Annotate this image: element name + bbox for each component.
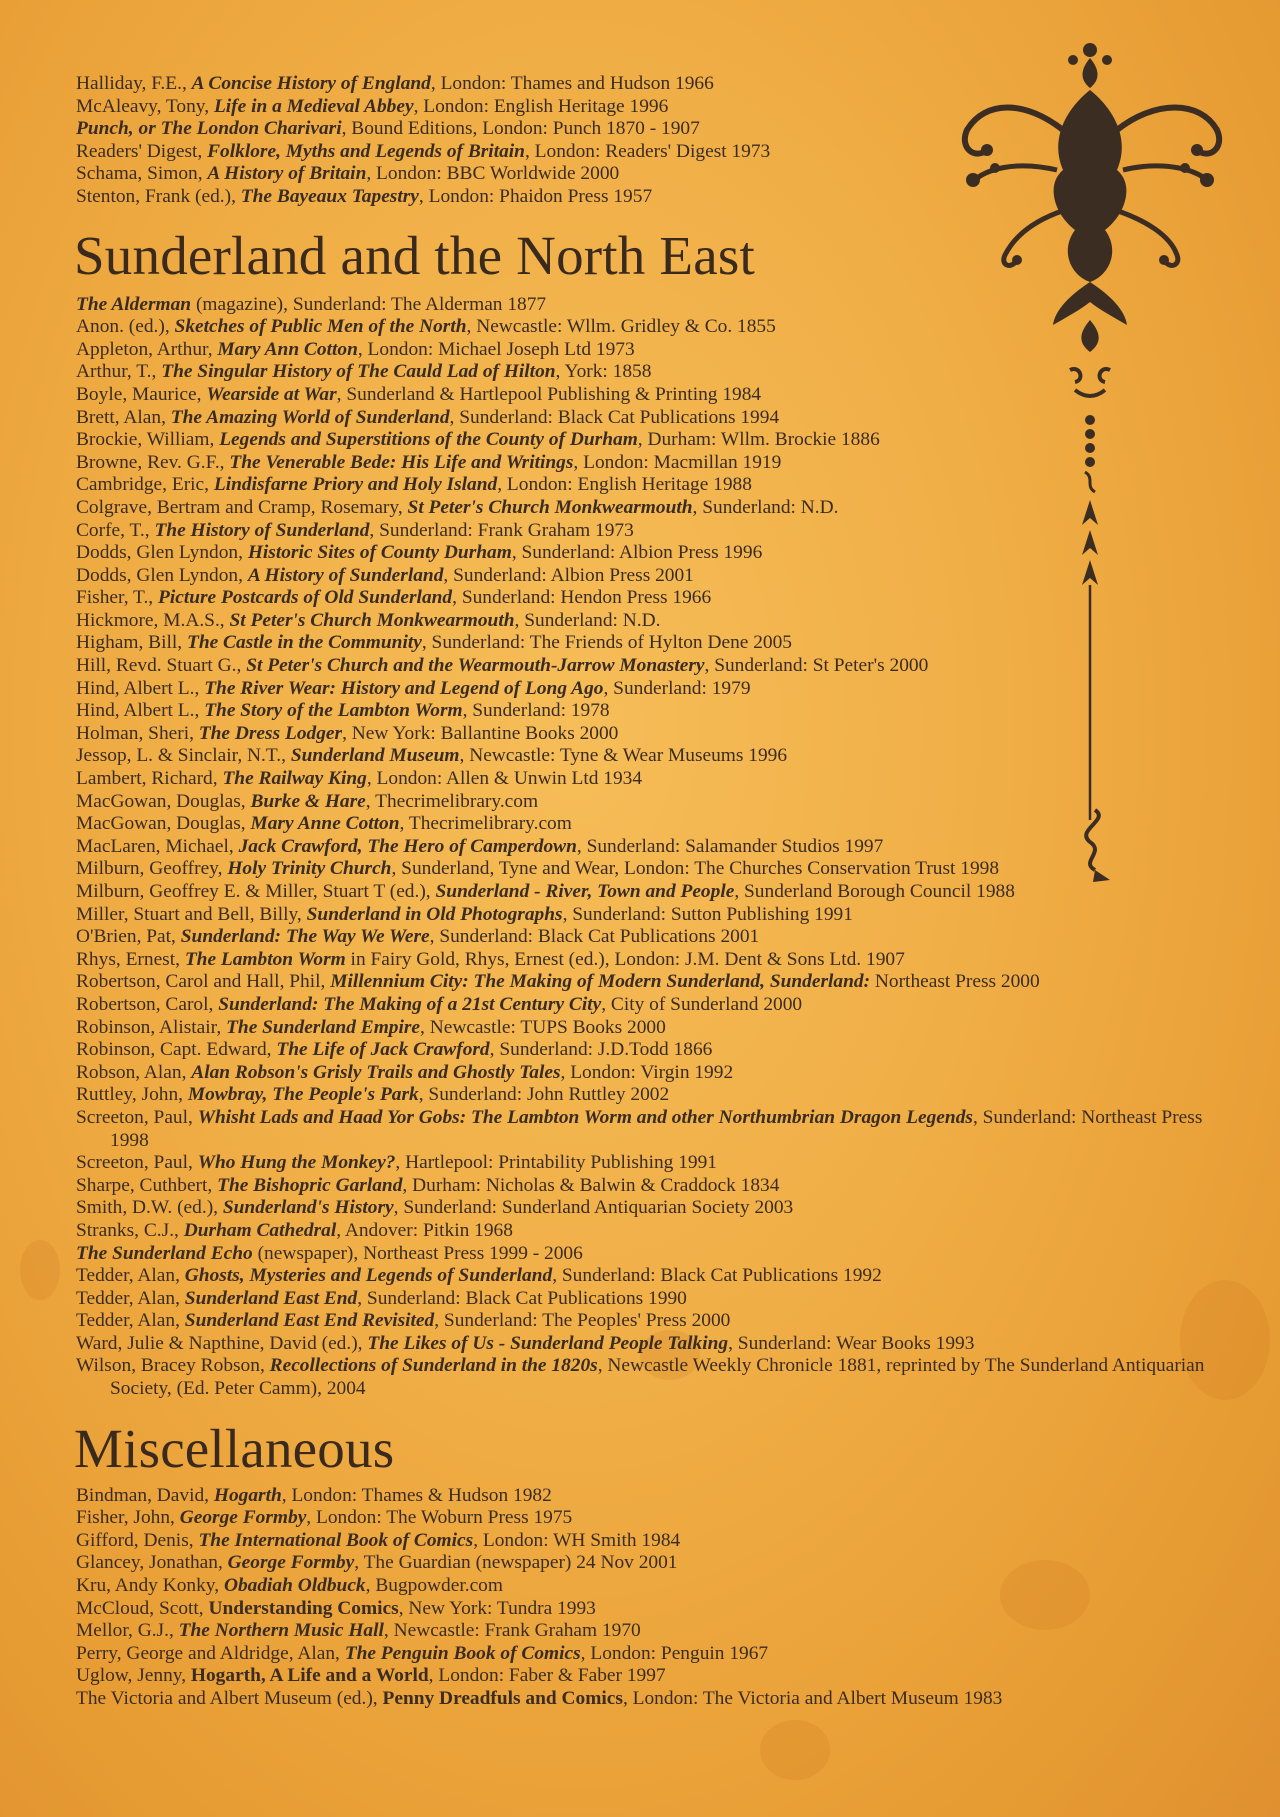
reference-author: Wilson, Bracey Robson, bbox=[76, 1355, 270, 1377]
reference-publication: (newspaper), Northeast Press 1999 - 2006 bbox=[252, 1242, 583, 1264]
reference-publication: , Sunderland: Black Cat Publications 1994 bbox=[449, 406, 780, 428]
reference-title: Mary Ann Cotton bbox=[217, 338, 358, 360]
reference-author: MacLaren, Michael, bbox=[76, 835, 239, 857]
reference-author: Kru, Andy Konky, bbox=[76, 1575, 224, 1597]
reference-entry bbox=[76, 836, 1236, 859]
reference-publication: , London: BBC Worldwide 2000 bbox=[366, 163, 620, 185]
reference-author: Stenton, Frank (ed.), bbox=[76, 185, 241, 207]
reference-entry bbox=[76, 1333, 1236, 1356]
reference-title: The Sunderland Echo bbox=[76, 1242, 253, 1264]
reference-title: A History of Sunderland bbox=[247, 564, 444, 586]
reference-publication: , Sunderland: Sunderland Antiquarian Society 2003 bbox=[393, 1197, 794, 1219]
reference-author: Screeton, Paul, bbox=[76, 1106, 198, 1128]
reference-title: A Concise History of England bbox=[191, 73, 431, 94]
reference-entry bbox=[76, 1485, 1236, 1508]
reference-entry bbox=[76, 429, 1236, 452]
reference-publication: , Sunderland: J.D.Todd 1866 bbox=[489, 1039, 713, 1061]
reference-entry bbox=[76, 745, 1236, 768]
reference-title: Hogarth, A Life and a World bbox=[190, 1665, 429, 1687]
reference-entry bbox=[76, 881, 1236, 904]
reference-author: Screeton, Paul, bbox=[76, 1152, 198, 1174]
reference-title: St Peter's Church and the Wearmouth-Jarrow Monastery bbox=[246, 655, 705, 677]
reference-author: Corfe, T., bbox=[76, 519, 155, 541]
reference-entry bbox=[76, 542, 1236, 565]
reference-title: Ghosts, Mysteries and Legends of Sunderland bbox=[184, 1265, 553, 1287]
reference-entry bbox=[76, 384, 1236, 407]
reference-entry bbox=[76, 632, 1236, 655]
reference-title: Sunderland's History bbox=[222, 1197, 394, 1219]
reference-publication: , Sunderland: Black Cat Publications 2001 bbox=[429, 926, 760, 948]
reference-title: Mowbray, The People's Park bbox=[187, 1084, 419, 1106]
reference-publication: Northeast Press 2000 bbox=[870, 971, 1040, 993]
reference-author: Appleton, Arthur, bbox=[76, 338, 218, 360]
reference-publication: , Newcastle Weekly Chronicle 1881, reprinted by The Sunderland Antiquarian Society, (Ed. Peter Camm), 2004 bbox=[110, 1355, 1205, 1400]
reference-publication: , London: Virgin 1992 bbox=[560, 1061, 734, 1083]
reference-entry bbox=[76, 1620, 1236, 1643]
reference-entry bbox=[76, 294, 1236, 317]
reference-author: Rhys, Ernest, bbox=[76, 948, 185, 970]
reference-publication: , London: Readers' Digest 1973 bbox=[524, 140, 771, 162]
general-reference-list bbox=[76, 73, 1236, 209]
reference-author: Perry, George and Aldridge, Alan, bbox=[76, 1642, 345, 1664]
reference-author: Robertson, Carol, bbox=[76, 993, 219, 1015]
reference-publication: , London: Allen & Unwin Ltd 1934 bbox=[366, 768, 643, 790]
reference-entry bbox=[76, 1265, 1236, 1288]
reference-author: Miller, Stuart and Bell, Billy, bbox=[76, 903, 307, 925]
reference-publication: , London: Penguin 1967 bbox=[580, 1642, 769, 1664]
reference-title: The Northern Music Hall bbox=[178, 1620, 384, 1642]
reference-entry bbox=[76, 1507, 1236, 1530]
reference-entry bbox=[76, 316, 1236, 339]
reference-title: Jack Crawford, The Hero of Camperdown bbox=[238, 835, 577, 857]
reference-entry bbox=[76, 904, 1236, 927]
reference-title: The Singular History of The Cauld Lad of Hilton bbox=[161, 361, 556, 383]
reference-author: McAleavy, Tony, bbox=[76, 95, 214, 117]
reference-entry bbox=[76, 858, 1236, 881]
reference-author: Boyle, Maurice, bbox=[76, 383, 207, 405]
reference-author: Gifford, Denis, bbox=[76, 1529, 199, 1551]
reference-author: Uglow, Jenny, bbox=[76, 1665, 191, 1687]
reference-author: Sharpe, Cuthbert, bbox=[76, 1174, 218, 1196]
reference-author: Anon. (ed.), bbox=[76, 316, 175, 338]
reference-title: Punch, or The London Charivari bbox=[76, 118, 342, 140]
reference-title: Durham Cathedral bbox=[183, 1219, 337, 1241]
reference-publication: , Thecrimelibrary.com bbox=[365, 790, 539, 812]
reference-entry bbox=[76, 768, 1236, 791]
reference-entry bbox=[76, 678, 1236, 701]
reference-entry bbox=[76, 813, 1236, 836]
reference-title: The Penguin Book of Comics bbox=[344, 1642, 581, 1664]
reference-publication: , London: Michael Joseph Ltd 1973 bbox=[357, 338, 635, 360]
reference-publication: , Andover: Pitkin 1968 bbox=[336, 1219, 513, 1241]
reference-entry bbox=[76, 1310, 1236, 1333]
reference-title: George Formby bbox=[179, 1507, 307, 1529]
reference-publication: , Sunderland: Salamander Studios 1997 bbox=[576, 835, 884, 857]
reference-entry bbox=[76, 971, 1236, 994]
reference-title: Sunderland: The Way We Were bbox=[180, 926, 430, 948]
reference-entry bbox=[76, 1355, 1236, 1400]
reference-author: Browne, Rev. G.F., bbox=[76, 451, 230, 473]
section-heading-miscellaneous: Miscellaneous bbox=[74, 1417, 395, 1479]
section-heading-sunderland: Sunderland and the North East bbox=[74, 224, 755, 286]
reference-entry bbox=[76, 361, 1236, 384]
reference-title: Life in a Medieval Abbey bbox=[213, 95, 414, 117]
reference-publication: , Sunderland: The Peoples' Press 2000 bbox=[434, 1310, 731, 1332]
reference-entry bbox=[76, 1107, 1236, 1152]
reference-publication: , City of Sunderland 2000 bbox=[601, 993, 803, 1015]
reference-author: Stranks, C.J., bbox=[76, 1219, 184, 1241]
reference-publication: , Sunderland & Hartlepool Publishing & Printing 1984 bbox=[336, 383, 762, 405]
reference-entry bbox=[76, 497, 1236, 520]
reference-entry bbox=[76, 1062, 1236, 1085]
reference-publication: , Newcastle: Frank Graham 1970 bbox=[383, 1620, 641, 1642]
reference-title: Picture Postcards of Old Sunderland bbox=[158, 587, 453, 609]
reference-publication: , Newcastle: Wllm. Gridley & Co. 1855 bbox=[466, 316, 776, 338]
reference-publication: , Sunderland: N.D. bbox=[692, 496, 839, 518]
stain bbox=[760, 1720, 830, 1780]
reference-title: The History of Sunderland bbox=[154, 519, 370, 541]
reference-title: Lindisfarne Priory and Holy Island bbox=[213, 474, 498, 496]
sunderland-reference-list bbox=[76, 294, 1236, 1401]
reference-entry bbox=[76, 1084, 1236, 1107]
reference-publication: , London: Thames & Hudson 1982 bbox=[281, 1484, 552, 1506]
reference-publication: , Durham: Wllm. Brockie 1886 bbox=[637, 429, 880, 451]
reference-title: The Bishopric Garland bbox=[217, 1174, 403, 1196]
reference-title: The Castle in the Community bbox=[186, 632, 422, 654]
reference-publication: , London: The Victoria and Albert Museum 1983 bbox=[622, 1688, 1003, 1709]
reference-title: Penny Dreadfuls and Comics bbox=[382, 1688, 623, 1709]
reference-title: Obadiah Oldbuck bbox=[223, 1575, 366, 1597]
reference-entry bbox=[76, 700, 1236, 723]
reference-title: The Amazing World of Sunderland bbox=[170, 406, 450, 428]
reference-entry bbox=[76, 565, 1236, 588]
reference-entry bbox=[76, 1039, 1236, 1062]
reference-entry bbox=[76, 1243, 1236, 1266]
reference-title: The Alderman bbox=[76, 293, 192, 315]
reference-publication: , Sunderland: Black Cat Publications 1990 bbox=[357, 1287, 687, 1309]
reference-author: Hind, Albert L., bbox=[76, 677, 205, 699]
reference-entry bbox=[76, 1152, 1236, 1175]
reference-author: Higham, Bill, bbox=[76, 632, 187, 654]
reference-entry bbox=[76, 186, 1236, 209]
reference-publication: , London: Thames and Hudson 1966 bbox=[430, 73, 714, 94]
reference-author: Lambert, Richard, bbox=[76, 768, 223, 790]
reference-title: Mary Anne Cotton bbox=[250, 813, 400, 835]
reference-author: Brett, Alan, bbox=[76, 406, 171, 428]
reference-entry bbox=[76, 452, 1236, 475]
reference-author: Robinson, Capt. Edward, bbox=[76, 1039, 277, 1061]
reference-entry bbox=[76, 73, 1236, 96]
reference-title: The Venerable Bede: His Life and Writings bbox=[229, 451, 574, 473]
reference-publication: in Fairy Gold, Rhys, Ernest (ed.), London: J.M. Dent & Sons Ltd. 1907 bbox=[345, 948, 905, 970]
reference-author: Colgrave, Bertram and Cramp, Rosemary, bbox=[76, 496, 408, 518]
reference-title: Holy Trinity Church bbox=[227, 858, 392, 880]
reference-title: Sunderland: The Making of a 21st Century City bbox=[218, 993, 602, 1015]
reference-title: The Likes of Us - Sunderland People Talking bbox=[367, 1332, 729, 1354]
reference-publication: , Sunderland: N.D. bbox=[514, 609, 661, 631]
reference-entry bbox=[76, 1530, 1236, 1553]
stain bbox=[20, 1240, 60, 1300]
reference-title: The Railway King bbox=[222, 768, 367, 790]
reference-publication: , London: English Heritage 1988 bbox=[497, 474, 752, 496]
reference-publication: , Newcastle: Tyne & Wear Museums 1996 bbox=[459, 745, 788, 767]
reference-author: Fisher, T., bbox=[76, 587, 158, 609]
reference-title: A History of Britain bbox=[207, 163, 367, 185]
reference-publication: (magazine), Sunderland: The Alderman 1877 bbox=[191, 293, 547, 315]
reference-title: The Dress Lodger bbox=[198, 722, 343, 744]
reference-entry bbox=[76, 949, 1236, 972]
reference-publication: , New York: Ballantine Books 2000 bbox=[342, 722, 619, 744]
reference-entry bbox=[76, 1017, 1236, 1040]
reference-title: Sunderland East End bbox=[184, 1287, 358, 1309]
reference-author: Robertson, Carol and Hall, Phil, bbox=[76, 971, 331, 993]
reference-author: Hill, Revd. Stuart G., bbox=[76, 655, 247, 677]
reference-title: Recollections of Sunderland in the 1820s bbox=[269, 1355, 598, 1377]
reference-title: The International Book of Comics bbox=[198, 1529, 474, 1551]
reference-title: Whisht Lads and Haad Yor Gobs: The Lambton Worm and other Northumbrian Dragon Legends bbox=[197, 1106, 973, 1128]
reference-entry bbox=[76, 118, 1236, 141]
reference-author: Glancey, Jonathan, bbox=[76, 1552, 228, 1574]
reference-title: Sunderland in Old Photographs bbox=[306, 903, 563, 925]
reference-entry bbox=[76, 1175, 1236, 1198]
reference-publication: , Sunderland: Frank Graham 1973 bbox=[369, 519, 634, 541]
reference-title: The Story of the Lambton Worm bbox=[204, 700, 463, 722]
reference-title: Sketches of Public Men of the North bbox=[174, 316, 467, 338]
reference-title: George Formby bbox=[227, 1552, 355, 1574]
reference-publication: , Sunderland: Albion Press 2001 bbox=[443, 564, 694, 586]
reference-title: The Bayeaux Tapestry bbox=[240, 185, 419, 207]
reference-publication: , Sunderland: Sutton Publishing 1991 bbox=[562, 903, 853, 925]
reference-title: Alan Robson's Grisly Trails and Ghostly Tales bbox=[191, 1061, 561, 1083]
reference-publication: , Sunderland: Hendon Press 1966 bbox=[452, 587, 712, 609]
reference-publication: , London: WH Smith 1984 bbox=[473, 1529, 681, 1551]
reference-author: Jessop, L. & Sinclair, N.T., bbox=[76, 745, 291, 767]
reference-entry bbox=[76, 1688, 1236, 1711]
reference-publication: , York: 1858 bbox=[555, 361, 652, 383]
reference-entry bbox=[76, 474, 1236, 497]
reference-title: Sunderland East End Revisited bbox=[184, 1310, 435, 1332]
reference-title: The Lambton Worm bbox=[184, 948, 346, 970]
reference-entry bbox=[76, 655, 1236, 678]
reference-entry bbox=[76, 96, 1236, 119]
reference-author: Hickmore, M.A.S., bbox=[76, 609, 230, 631]
reference-publication: , London: The Woburn Press 1975 bbox=[306, 1507, 573, 1529]
reference-author: O'Brien, Pat, bbox=[76, 926, 181, 948]
reference-publication: , London: Macmillan 1919 bbox=[573, 451, 782, 473]
reference-author: Smith, D.W. (ed.), bbox=[76, 1197, 223, 1219]
reference-title: Millennium City: The Making of Modern Sunderland, Sunderland: bbox=[330, 971, 871, 993]
reference-author: Readers' Digest, bbox=[76, 140, 208, 162]
reference-publication: , Sunderland: The Friends of Hylton Dene 2005 bbox=[421, 632, 793, 654]
reference-publication: , Sunderland: St Peter's 2000 bbox=[704, 655, 929, 677]
reference-author: Hind, Albert L., bbox=[76, 700, 205, 722]
reference-entry bbox=[76, 994, 1236, 1017]
reference-entry bbox=[76, 587, 1236, 610]
reference-entry bbox=[76, 1598, 1236, 1621]
reference-publication: , Newcastle: TUPS Books 2000 bbox=[420, 1016, 666, 1038]
reference-entry bbox=[76, 1552, 1236, 1575]
reference-author: Ruttley, John, bbox=[76, 1084, 188, 1106]
reference-publication: , Sunderland: Albion Press 1996 bbox=[511, 542, 763, 564]
reference-author: Milburn, Geoffrey, bbox=[76, 858, 228, 880]
reference-publication: , The Guardian (newspaper) 24 Nov 2001 bbox=[354, 1552, 678, 1574]
reference-author: Holman, Sheri, bbox=[76, 722, 199, 744]
reference-author: MacGowan, Douglas, bbox=[76, 790, 251, 812]
reference-publication: , Sunderland: John Ruttley 2002 bbox=[418, 1084, 670, 1106]
reference-publication: , Sunderland: Wear Books 1993 bbox=[728, 1332, 975, 1354]
reference-entry bbox=[76, 163, 1236, 186]
reference-publication: , London: English Heritage 1996 bbox=[413, 95, 669, 117]
reference-entry bbox=[76, 1220, 1236, 1243]
reference-publication: , Sunderland Borough Council 1988 bbox=[734, 881, 1015, 902]
reference-author: Cambridge, Eric, bbox=[76, 474, 214, 496]
reference-entry bbox=[76, 1643, 1236, 1666]
reference-title: Historic Sites of County Durham bbox=[247, 542, 512, 564]
reference-author: Milburn, Geoffrey E. & Miller, Stuart T (ed.), bbox=[76, 881, 436, 902]
reference-publication: , London: Phaidon Press 1957 bbox=[418, 185, 653, 207]
reference-author: Schama, Simon, bbox=[76, 163, 208, 185]
reference-author: Halliday, F.E., bbox=[76, 73, 192, 94]
reference-publication: , Sunderland: Northeast Press 1998 bbox=[110, 1106, 1203, 1151]
reference-author: Arthur, T., bbox=[76, 361, 162, 383]
reference-entry bbox=[76, 926, 1236, 949]
reference-author: McCloud, Scott, bbox=[76, 1597, 209, 1619]
reference-entry bbox=[76, 339, 1236, 362]
reference-author: Bindman, David, bbox=[76, 1484, 214, 1506]
reference-title: Burke & Hare bbox=[250, 790, 366, 812]
reference-entry bbox=[76, 1197, 1236, 1220]
reference-title: Sunderland Museum bbox=[290, 745, 460, 767]
reference-entry bbox=[76, 520, 1236, 543]
reference-title: Who Hung the Monkey? bbox=[197, 1152, 396, 1174]
reference-author: Fisher, John, bbox=[76, 1507, 180, 1529]
reference-author: Tedder, Alan, bbox=[76, 1310, 185, 1332]
reference-title: St Peter's Church Monkwearmouth bbox=[229, 609, 515, 631]
reference-entry bbox=[76, 407, 1236, 430]
bibliography-content bbox=[76, 73, 1236, 1711]
reference-title: Wearside at War bbox=[206, 383, 337, 405]
reference-author: Tedder, Alan, bbox=[76, 1265, 185, 1287]
reference-title: Sunderland - River, Town and People bbox=[435, 881, 735, 902]
reference-entry bbox=[76, 141, 1236, 164]
reference-publication: , Sunderland: Black Cat Publications 1992 bbox=[552, 1265, 882, 1287]
reference-publication: , Sunderland: 1978 bbox=[462, 700, 610, 722]
reference-author: Dodds, Glen Lyndon, bbox=[76, 542, 248, 564]
reference-author: Brockie, William, bbox=[76, 429, 220, 451]
reference-publication: , Hartlepool: Printability Publishing 1991 bbox=[395, 1152, 717, 1174]
reference-publication: , Sunderland, Tyne and Wear, London: The Churches Conservation Trust 1998 bbox=[391, 858, 1000, 880]
reference-title: The Sunderland Empire bbox=[226, 1016, 421, 1038]
reference-publication: , New York: Tundra 1993 bbox=[398, 1597, 596, 1619]
reference-title: St Peter's Church Monkwearmouth bbox=[407, 496, 693, 518]
reference-author: Mellor, G.J., bbox=[76, 1620, 179, 1642]
reference-title: Hogarth bbox=[213, 1484, 282, 1506]
reference-title: The Life of Jack Crawford bbox=[276, 1039, 490, 1061]
reference-title: Folklore, Myths and Legends of Britain bbox=[207, 140, 525, 162]
reference-author: Ward, Julie & Napthine, David (ed.), bbox=[76, 1332, 368, 1354]
reference-author: Robson, Alan, bbox=[76, 1061, 192, 1083]
reference-title: The River Wear: History and Legend of Long Ago bbox=[204, 677, 604, 699]
reference-author: MacGowan, Douglas, bbox=[76, 813, 251, 835]
reference-publication: , London: Faber & Faber 1997 bbox=[428, 1665, 666, 1687]
reference-entry bbox=[76, 1575, 1236, 1598]
reference-publication: , Thecrimelibrary.com bbox=[399, 813, 572, 835]
miscellaneous-reference-list bbox=[76, 1485, 1236, 1711]
reference-entry bbox=[76, 723, 1236, 746]
reference-entry bbox=[76, 610, 1236, 633]
reference-publication: , Bound Editions, London: Punch 1870 - 1907 bbox=[341, 118, 700, 140]
reference-entry bbox=[76, 1665, 1236, 1688]
reference-author: Dodds, Glen Lyndon, bbox=[76, 564, 248, 586]
reference-author: The Victoria and Albert Museum (ed.), bbox=[76, 1688, 383, 1709]
reference-publication: , Sunderland: 1979 bbox=[603, 677, 751, 699]
reference-entry bbox=[76, 791, 1236, 814]
reference-publication: , Bugpowder.com bbox=[365, 1575, 503, 1597]
reference-publication: , Durham: Nicholas & Balwin & Craddock 1834 bbox=[402, 1174, 780, 1196]
reference-title: Legends and Superstitions of the County of Durham bbox=[219, 429, 638, 451]
reference-entry bbox=[76, 1288, 1236, 1311]
reference-author: Tedder, Alan, bbox=[76, 1287, 185, 1309]
reference-title: Understanding Comics bbox=[208, 1597, 399, 1619]
reference-author: Robinson, Alistair, bbox=[76, 1016, 227, 1038]
